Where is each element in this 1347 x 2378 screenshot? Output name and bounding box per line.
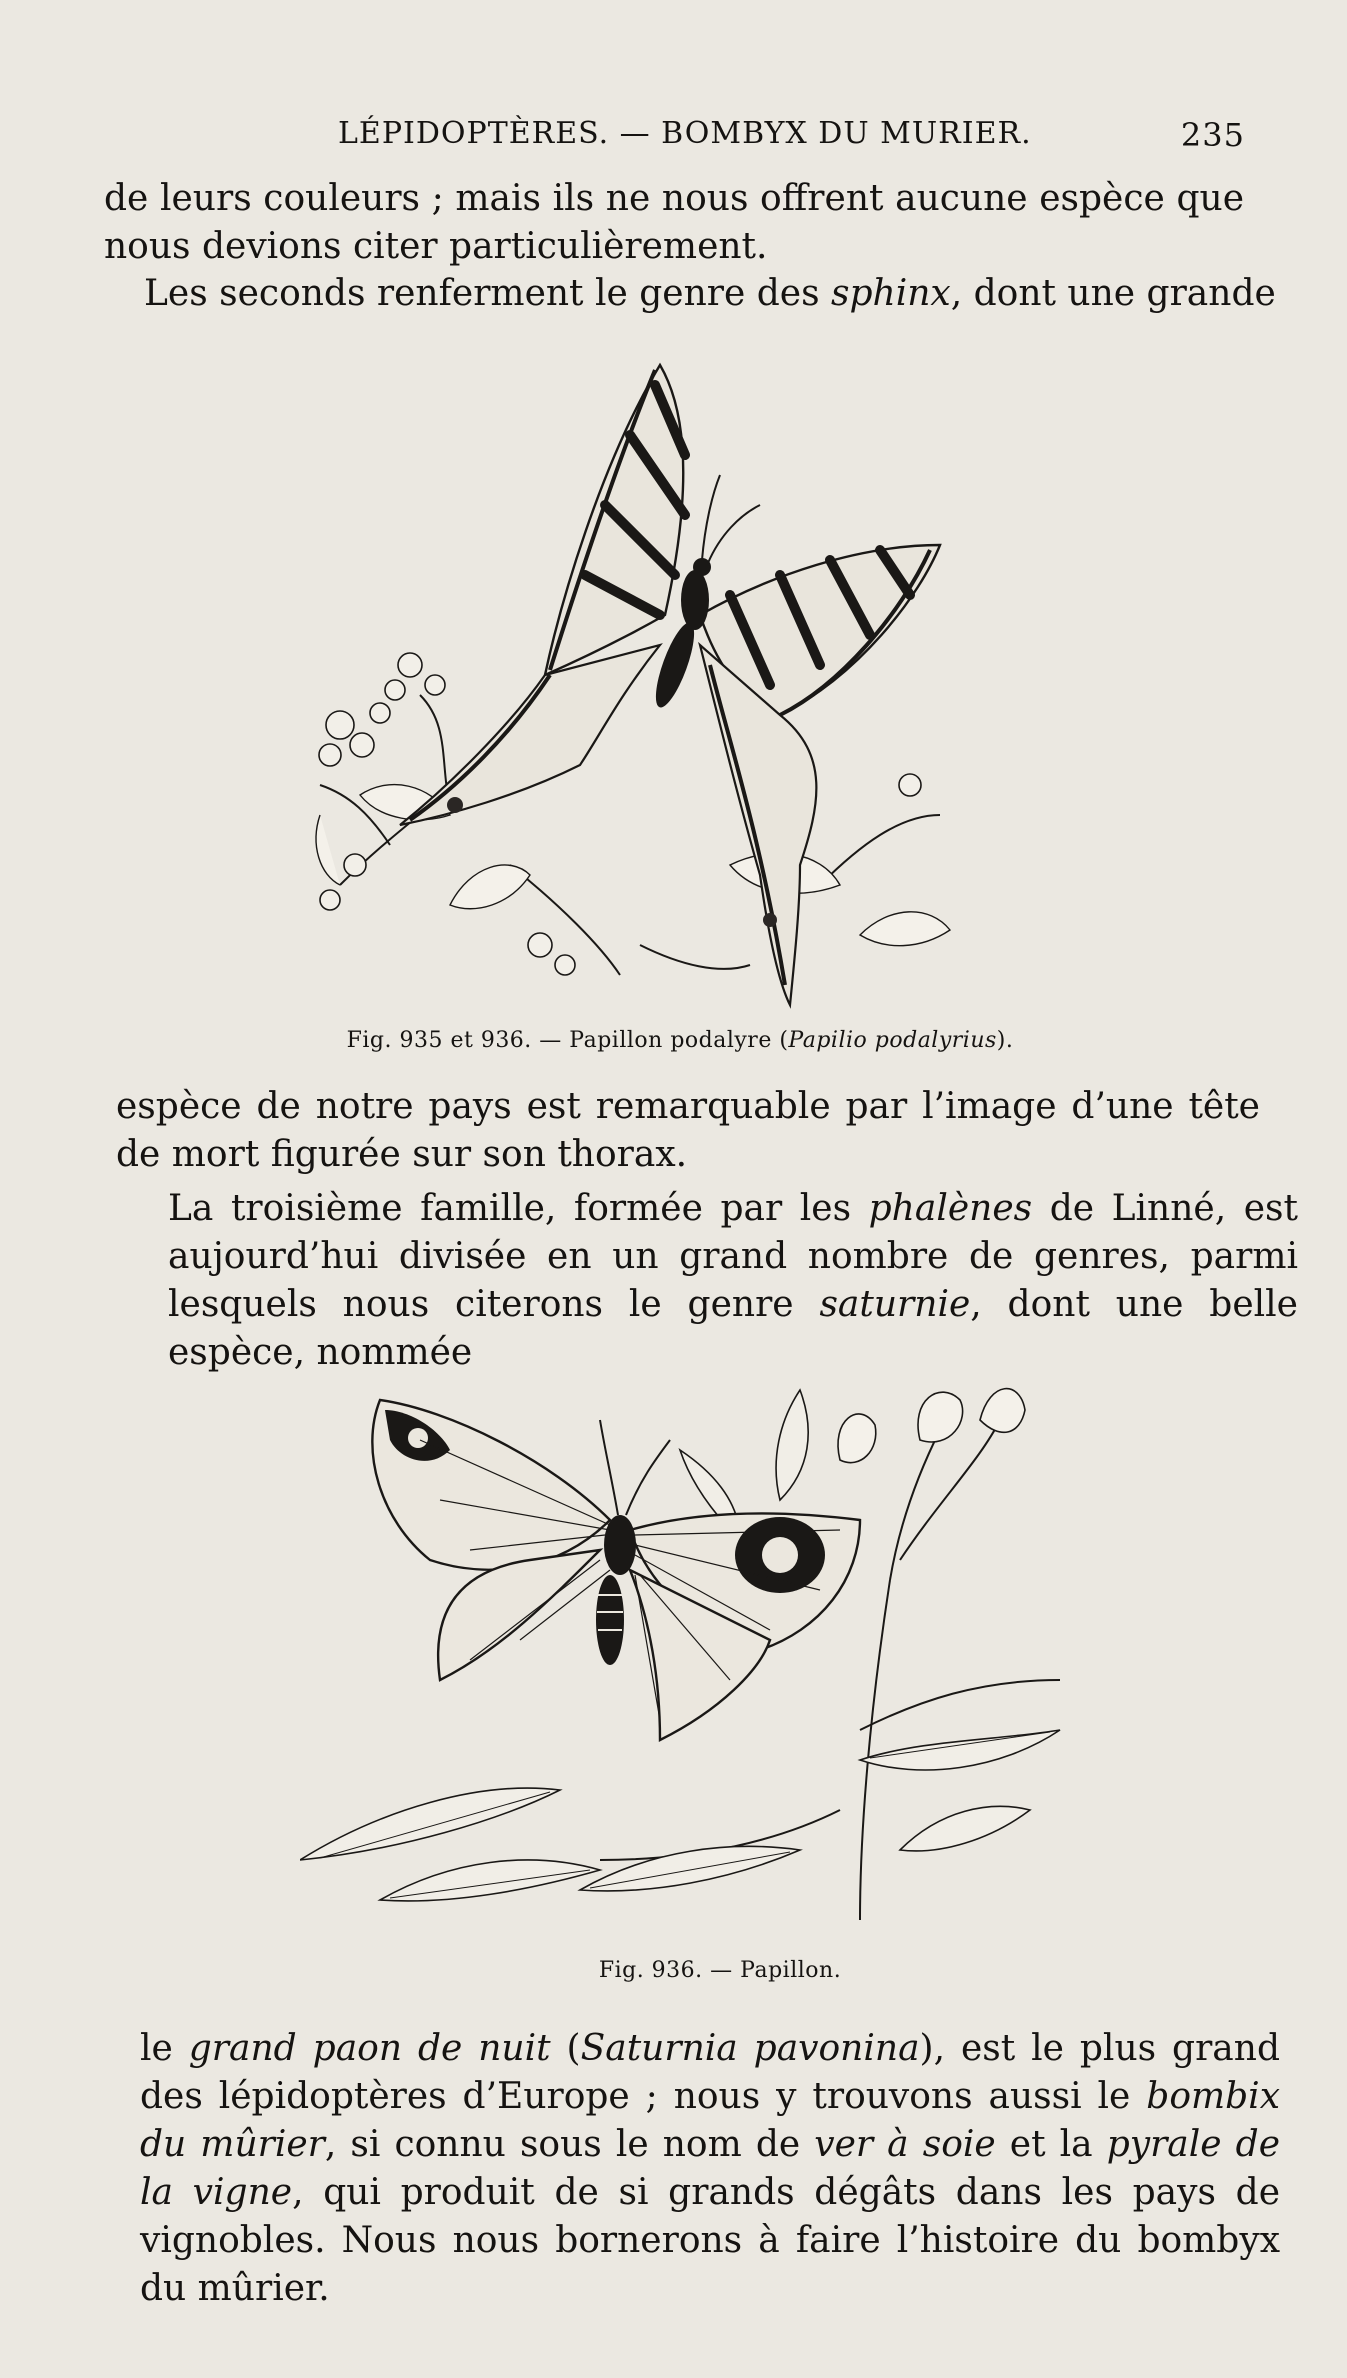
paragraph-4 (128, 1185, 1298, 1377)
genus-saturnie: saturnie (819, 1284, 971, 1325)
paragraph-5-text-d: , si connu sous le nom de (324, 2124, 815, 2165)
paragraph-5 (140, 2025, 1280, 2313)
paragraph-5-text-a: le (140, 2028, 189, 2069)
paragraph-3-text: espèce de notre pays est remarquable par l’image d’une tête de mort figurée sur son thorax. (116, 1086, 1260, 1175)
paragraph-2-text-b: , dont une grande (950, 273, 1276, 314)
figure-1-caption-species: Papilio podalyrius (788, 1028, 997, 1053)
paragraph-3 (116, 1083, 1260, 1179)
moth-illustration (300, 1380, 1080, 1940)
figure-1-caption-a: Fig. 935 et 936. — Papillon podalyre ( (346, 1028, 789, 1053)
paragraph-4-text-c: , dont une belle espèce, nommée (168, 1284, 1298, 1373)
paragraph-1 (104, 175, 1244, 271)
paragraph-4-text-b: de Linné, est aujourd’hui divisée en un grand nombre de genres, parmi lesquels nous citerons le genre (168, 1188, 1299, 1325)
figure-swallowtail-engraving (300, 345, 1060, 1015)
page-number: 235 (1180, 116, 1245, 154)
paragraph-2-text-a: Les seconds renferment le genre des (144, 273, 831, 314)
genus-sphinx: sphinx (831, 273, 951, 314)
species-saturnia-pavonina: Saturnia pavonina (580, 2028, 920, 2069)
page-header (100, 112, 1245, 152)
paragraph-1-text: de leurs couleurs ; mais ils ne nous offrent aucune espèce que nous devions citer particulièrement. (104, 178, 1244, 267)
swallowtail-illustration (300, 345, 1060, 1015)
common-name-grand-paon: grand paon de nuit (188, 2028, 551, 2069)
term-phalenes: phalènes (868, 1188, 1033, 1229)
figure-1-caption (300, 1028, 1060, 1053)
figure-1-caption-b: ). (996, 1028, 1014, 1053)
paragraph-5-text-b: ( (550, 2028, 581, 2069)
paragraph-5-text-c: ), est le plus grand des lépidoptères d’Europe ; nous y trouvons aussi le (140, 2028, 1280, 2117)
running-title: LÉPIDOPTÈRES. — BOMBYX DU MURIER. (338, 116, 1032, 151)
paragraph-4-text-a: La troisième famille, formée par les (168, 1188, 869, 1229)
figure-moth-engraving (300, 1380, 1080, 1940)
paragraph-5-text-e: et la (995, 2124, 1107, 2165)
term-bombix-du-murier: bombix du mûrier (140, 2076, 1280, 2165)
term-ver-a-soie: ver à soie (814, 2124, 996, 2165)
term-pyrale-de-la-vigne: pyrale de la vigne (140, 2124, 1281, 2213)
paragraph-5-text-f: , qui produit de si grands dégâts dans les pays de vignobles. Nous nous bornerons à faire l’histoire du bombyx du mûrier. (140, 2172, 1280, 2309)
figure-2-caption: Fig. 936. — Papillon. (598, 1958, 842, 1983)
paragraph-2 (104, 270, 1284, 318)
